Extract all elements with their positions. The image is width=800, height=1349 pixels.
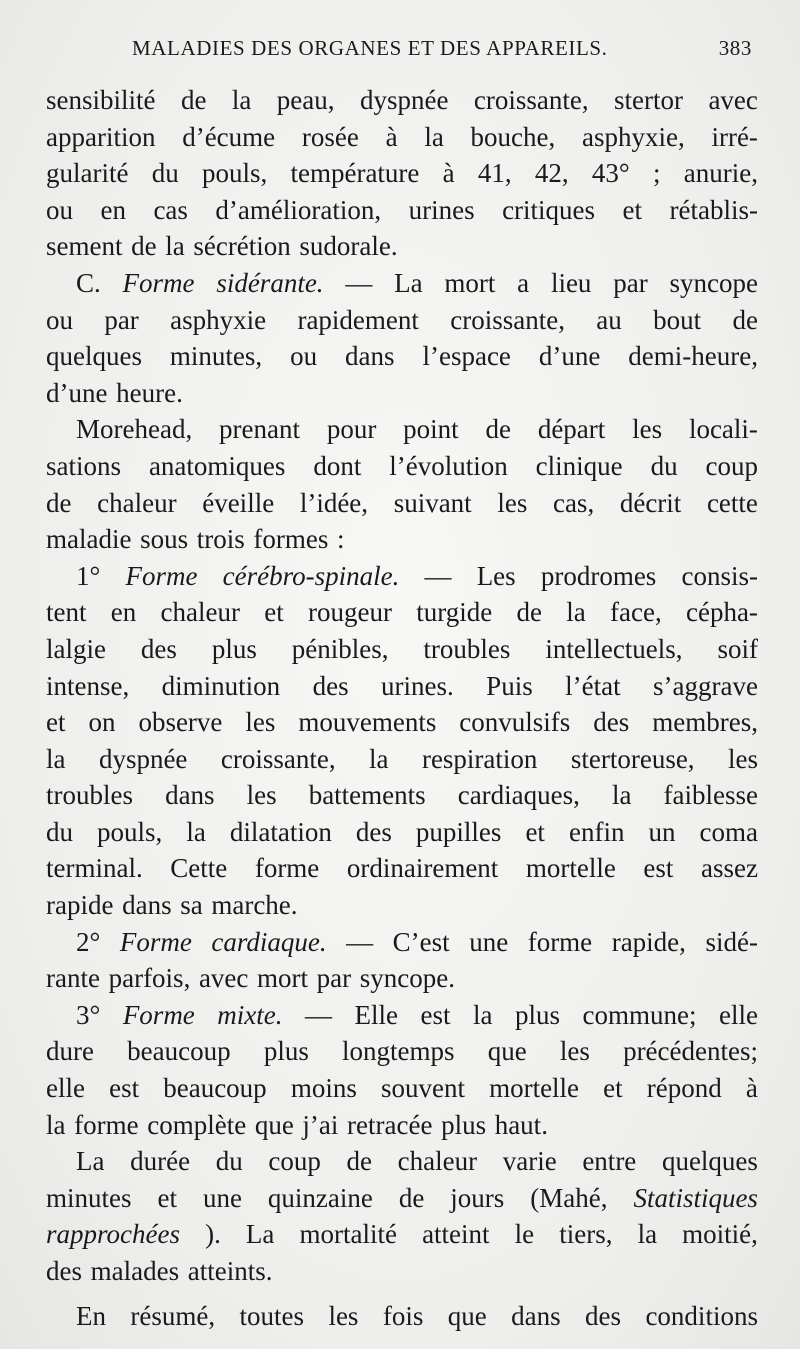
word: souvent: [380, 1073, 465, 1104]
text-line: [46, 119, 758, 156]
word: un: [648, 816, 676, 847]
word: demi-heure,: [628, 341, 758, 372]
word: ou: [46, 304, 73, 335]
word: respiration: [421, 743, 538, 774]
word: cardiaques,: [457, 780, 580, 811]
word: les: [632, 414, 663, 445]
word: turgide: [416, 597, 493, 628]
word: coup: [705, 450, 758, 481]
word: rapidement: [297, 304, 419, 335]
word: La: [394, 267, 423, 298]
word: C’est: [392, 926, 450, 957]
word: avec: [198, 963, 249, 994]
word: C.: [76, 267, 101, 298]
page-number: 383: [718, 36, 752, 60]
text-line: [46, 228, 758, 265]
word: par: [613, 267, 648, 298]
word: plus: [441, 1109, 487, 1140]
word: cépha-: [685, 597, 758, 628]
word: complète: [147, 1109, 247, 1140]
word: rougeur: [308, 597, 392, 628]
word: est: [420, 999, 451, 1030]
word: des: [593, 707, 630, 738]
word: retracée: [347, 1109, 433, 1140]
word: consis-: [681, 560, 758, 591]
word: sations: [46, 450, 122, 481]
text-line: [46, 558, 758, 595]
word: la: [46, 743, 66, 774]
word: forme: [527, 926, 593, 957]
word: asphyxie: [170, 304, 267, 335]
word: éveille: [202, 487, 275, 518]
word: la: [637, 1219, 658, 1250]
word: chaleur: [160, 597, 240, 628]
word: la: [566, 597, 586, 628]
word: marche.: [211, 890, 298, 921]
word: 2°: [76, 926, 101, 957]
text-line: [46, 1033, 758, 1070]
word: quelques: [46, 341, 142, 372]
word: résumé,: [130, 1300, 216, 1331]
word: plus: [515, 999, 561, 1030]
word: Forme: [125, 560, 198, 591]
word: pénibles,: [291, 633, 389, 664]
word: des: [140, 633, 177, 664]
word: sous: [140, 524, 189, 555]
word: forme: [254, 853, 320, 884]
word: du: [650, 450, 678, 481]
text-line: [46, 777, 758, 814]
word: rapide,: [611, 926, 686, 957]
word: la: [611, 780, 632, 811]
word: que: [447, 1300, 487, 1331]
text-line: [46, 411, 758, 448]
word: coup: [268, 1146, 321, 1177]
word: que: [254, 1109, 294, 1140]
word: dyspnée: [359, 85, 449, 115]
word: haut.: [494, 1109, 548, 1140]
word: commune;: [582, 999, 697, 1030]
word: :: [336, 524, 345, 555]
word: la: [165, 231, 185, 262]
text-line: [46, 1143, 758, 1180]
word: sement: [46, 231, 123, 262]
word: moitié,: [682, 1219, 758, 1250]
word: atteints.: [187, 1256, 273, 1286]
word: fois: [382, 1300, 424, 1331]
text-line: [46, 375, 758, 412]
word: 3°: [76, 999, 101, 1030]
word: urines.: [381, 670, 454, 701]
word: avec: [708, 85, 758, 115]
word: locali-: [688, 414, 758, 445]
word: à: [442, 158, 455, 189]
word: entre: [582, 1146, 637, 1177]
word: intellectuels,: [545, 633, 683, 664]
text-line: [46, 960, 758, 997]
word: par: [104, 304, 139, 335]
word: Forme: [122, 267, 195, 298]
word: lalgie: [46, 633, 106, 664]
word: stertoreuse,: [570, 743, 695, 774]
word: les: [245, 707, 276, 738]
word: de: [516, 597, 542, 628]
word: de: [346, 1146, 372, 1177]
word: maladie: [46, 524, 132, 555]
word: et: [46, 707, 66, 738]
word: assez: [700, 853, 758, 884]
word: minutes: [46, 1182, 132, 1213]
word: croissante,: [450, 304, 565, 335]
word: précédentes;: [623, 1036, 758, 1067]
word: des: [312, 670, 349, 701]
word: croissante,: [220, 743, 336, 774]
word: critiques: [502, 194, 596, 225]
word: et: [603, 1073, 623, 1104]
word: rétablis-: [669, 194, 758, 225]
word: rapide: [46, 890, 114, 921]
word: dans: [165, 780, 215, 811]
word: ordinairement: [346, 853, 499, 884]
word: formes: [253, 524, 329, 555]
word: ou: [46, 194, 73, 225]
word: Puis: [486, 670, 533, 701]
word: Forme: [119, 926, 192, 957]
word: et: [525, 816, 545, 847]
word: d’amélioration,: [215, 194, 382, 225]
word: de: [131, 231, 157, 262]
word: bouche,: [470, 121, 556, 152]
word: peau,: [276, 85, 335, 115]
word: syncope: [669, 267, 758, 298]
word: rosée: [301, 121, 359, 152]
word: en: [100, 194, 126, 225]
word: mort: [444, 267, 496, 298]
word: les: [559, 1036, 590, 1067]
text-line: [46, 82, 758, 119]
word: urines: [408, 194, 475, 225]
word: une: [469, 926, 509, 957]
word: chaleur: [397, 1146, 478, 1177]
word: décrit: [619, 487, 682, 518]
text-line: [46, 448, 758, 485]
word: et: [622, 194, 643, 225]
word: de: [732, 304, 758, 335]
word: elle: [719, 999, 758, 1030]
word: forme: [74, 1109, 139, 1140]
text-line: [46, 741, 758, 778]
text-line: [46, 1107, 758, 1144]
text-line: [46, 521, 758, 558]
word: Statistiques: [633, 1182, 758, 1213]
word: asphyxie,: [582, 121, 685, 152]
word: des: [585, 1300, 622, 1331]
word: durée: [130, 1146, 191, 1177]
word: longtemps: [342, 1036, 455, 1067]
word: moins: [290, 1073, 357, 1104]
word: rapprochées: [46, 1219, 180, 1250]
word: 41,: [477, 158, 512, 189]
word: départ: [537, 414, 606, 445]
word: cette: [706, 487, 758, 518]
word: gularité: [46, 158, 129, 189]
word: convulsifs: [459, 707, 571, 738]
word: d’une: [538, 341, 601, 372]
text-line: [46, 265, 758, 302]
text-line: [46, 594, 758, 631]
word: cas,: [552, 487, 595, 518]
word: l’espace: [422, 341, 511, 372]
word: La: [245, 1219, 275, 1250]
word: dans: [345, 341, 395, 372]
word: coma: [699, 816, 758, 847]
word: quelques: [661, 1146, 758, 1177]
paragraph-gap: [46, 1290, 758, 1298]
word: prenant: [219, 414, 300, 445]
word: pupilles: [415, 816, 502, 847]
word: les: [497, 487, 528, 518]
word: mixte.: [217, 999, 283, 1030]
word: les: [246, 780, 277, 811]
word: de: [180, 85, 207, 115]
word: la: [231, 85, 252, 115]
word: à: [745, 1073, 758, 1104]
word: ).: [205, 1219, 221, 1250]
text-line: [46, 924, 758, 961]
word: et: [157, 1182, 177, 1213]
word: mort: [257, 963, 309, 994]
word: face,: [610, 597, 662, 628]
word: En: [76, 1300, 106, 1331]
word: plus: [263, 1036, 309, 1067]
word: répond: [646, 1073, 722, 1104]
word: anatomiques: [148, 450, 286, 481]
word: —: [424, 560, 452, 591]
word: est: [109, 1073, 140, 1104]
word: apparition: [46, 121, 156, 152]
word: Forme: [122, 999, 195, 1030]
word: la: [473, 999, 493, 1030]
word: clinique: [535, 450, 623, 481]
word: terminal.: [46, 853, 143, 884]
word: anurie,: [683, 158, 758, 189]
text-line: [46, 1216, 758, 1253]
word: d’écume: [182, 121, 276, 152]
word: des: [46, 1256, 82, 1286]
word: Elle: [354, 999, 399, 1030]
word: plus: [211, 633, 257, 664]
word: au: [596, 304, 622, 335]
word: tent: [46, 597, 87, 628]
word: varie: [502, 1146, 557, 1177]
word: (Mahé,: [530, 1182, 608, 1213]
word: mouvements: [298, 707, 437, 738]
word: 1°: [76, 560, 101, 591]
word: ;: [652, 158, 661, 189]
word: 43°: [591, 158, 630, 189]
text-line: [46, 338, 758, 375]
text-line: [46, 302, 758, 339]
word: stertor: [614, 85, 684, 115]
text-line: [46, 155, 758, 192]
word: beaucoup: [127, 1036, 231, 1067]
word: pouls,: [97, 816, 163, 847]
word: est: [643, 853, 674, 884]
text-line: [46, 814, 758, 851]
word: Cette: [170, 853, 228, 884]
word: en: [110, 597, 137, 628]
word: par: [316, 963, 352, 994]
word: les: [328, 1300, 359, 1331]
word: s’aggrave: [653, 670, 758, 701]
word: du: [215, 1146, 243, 1177]
word: du: [46, 816, 73, 847]
word: sudorale.: [299, 231, 398, 262]
word: sidérante.: [216, 267, 324, 298]
word: jours: [450, 1182, 505, 1213]
word: malades: [90, 1256, 180, 1286]
word: on: [88, 707, 116, 738]
text-line: [46, 1180, 758, 1217]
word: que: [487, 1036, 527, 1067]
word: point: [403, 414, 459, 445]
word: sécrétion: [193, 231, 291, 262]
text-line: [46, 1070, 758, 1107]
word: rante: [46, 963, 100, 994]
word: d’une: [46, 377, 108, 408]
word: de: [485, 414, 511, 445]
text-line: [46, 997, 758, 1034]
word: la: [369, 743, 389, 774]
word: une: [202, 1182, 242, 1213]
word: elle: [46, 1073, 85, 1104]
word: Les: [476, 560, 516, 591]
text-line: [46, 485, 758, 522]
word: enfin: [568, 816, 625, 847]
word: pouls,: [201, 158, 268, 189]
running-header: [132, 36, 752, 70]
word: troubles: [423, 633, 511, 664]
text-line: [46, 192, 758, 229]
word: —: [305, 999, 333, 1030]
word: troubles: [46, 780, 133, 811]
word: quinzaine: [267, 1182, 373, 1213]
running-title: MALADIES DES ORGANES ET DES APPAREILS.: [132, 36, 608, 60]
word: observe: [138, 707, 223, 738]
word: la: [186, 816, 206, 847]
word: —: [345, 267, 373, 298]
word: Morehead,: [76, 414, 193, 445]
word: dans: [511, 1300, 561, 1331]
word: parfois,: [108, 963, 191, 994]
word: ou: [290, 341, 318, 372]
word: dilatation: [229, 816, 332, 847]
word: dans: [122, 890, 172, 921]
word: des: [355, 816, 392, 847]
word: faiblesse: [663, 780, 758, 811]
word: cas: [153, 194, 188, 225]
word: mortalité: [299, 1219, 397, 1250]
text-line: [46, 1298, 758, 1335]
word: température: [290, 158, 420, 189]
word: 42,: [534, 158, 569, 189]
word: minutes,: [169, 341, 263, 372]
word: diminution: [161, 670, 281, 701]
word: l’état: [565, 670, 621, 701]
word: sa: [180, 890, 203, 921]
word: et: [264, 597, 284, 628]
word: la: [424, 121, 444, 152]
text-line: [46, 631, 758, 668]
word: toutes: [239, 1300, 305, 1331]
word: mortelle: [489, 1073, 580, 1104]
text-line: [46, 668, 758, 705]
word: à: [385, 121, 398, 152]
word: du: [151, 158, 179, 189]
word: suivant: [393, 487, 472, 518]
word: j’ai: [302, 1109, 339, 1140]
word: heure.: [116, 377, 183, 408]
word: pour: [326, 414, 377, 445]
word: sensibilité: [46, 85, 156, 115]
word: membres,: [652, 707, 758, 738]
text-line: [46, 850, 758, 887]
word: cardiaque.: [211, 926, 327, 957]
word: dyspnée: [98, 743, 188, 774]
word: tiers,: [559, 1219, 613, 1250]
word: atteint: [422, 1219, 490, 1250]
word: l’évolution: [389, 450, 508, 481]
word: les: [728, 743, 758, 774]
word: la: [46, 1109, 66, 1140]
word: battements: [308, 780, 426, 811]
word: mortelle: [525, 853, 616, 884]
word: —: [346, 926, 374, 957]
word: croissante,: [473, 85, 589, 115]
word: de: [46, 487, 72, 518]
word: dure: [46, 1036, 94, 1067]
word: bout: [653, 304, 702, 335]
word: chaleur: [97, 487, 177, 518]
word: sidé-: [705, 926, 758, 957]
body-text: [46, 82, 758, 1334]
text-line: [46, 1253, 758, 1290]
word: cérébro-spinale.: [222, 560, 400, 591]
word: beaucoup: [163, 1073, 267, 1104]
word: dont: [313, 450, 362, 481]
word: intense,: [46, 670, 130, 701]
word: irré-: [711, 121, 758, 152]
word: trois: [196, 524, 245, 555]
word: La: [76, 1146, 105, 1177]
word: syncope.: [359, 963, 455, 994]
word: a: [517, 267, 530, 298]
word: prodromes: [540, 560, 657, 591]
word: l’idée,: [299, 487, 369, 518]
word: lieu: [550, 267, 592, 298]
word: soif: [717, 633, 758, 664]
text-line: [46, 704, 758, 741]
word: le: [514, 1219, 535, 1250]
word: conditions: [645, 1300, 758, 1331]
text-line: [46, 887, 758, 924]
word: de: [398, 1182, 425, 1213]
